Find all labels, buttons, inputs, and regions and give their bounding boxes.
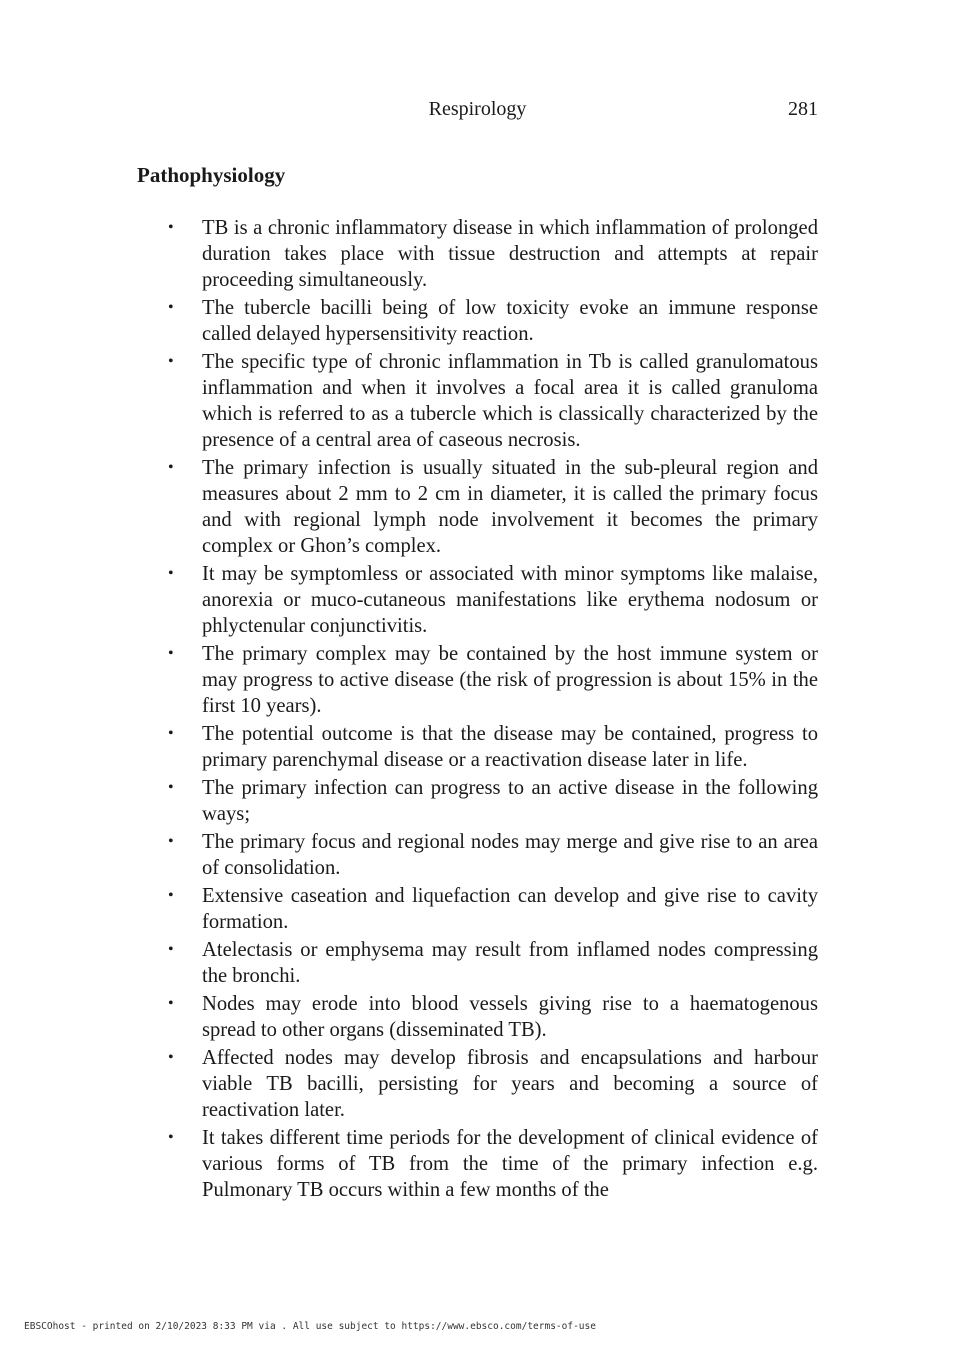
bullet-icon: • [168, 995, 174, 1012]
bullet-text: Extensive caseation and liquefaction can develop and give rise to cavity formation. [202, 885, 818, 933]
bullet-item [167, 1045, 818, 1123]
bullet-icon: • [168, 833, 174, 850]
ebsco-footer-notice: EBSCOhost - printed on 2/10/2023 8:33 PM via . All use subject to https://www.ebsco.com/terms-of-use [24, 1321, 596, 1332]
running-header [0, 96, 955, 122]
bullet-item [167, 721, 818, 773]
section-heading: Pathophysiology [137, 163, 286, 187]
bullet-item [167, 215, 818, 293]
bullet-icon: • [168, 645, 174, 662]
bullet-text: The primary focus and regional nodes may merge and give rise to an area of consolidation. [202, 831, 818, 879]
bullet-icon: • [168, 779, 174, 796]
bullet-item [167, 295, 818, 347]
bullet-list [167, 215, 818, 1205]
bullet-item [167, 991, 818, 1043]
bullet-text: It may be symptomless or associated with minor symptoms like malaise, anorexia or muco-cutaneous manifestations like erythema nodosum or phlyctenular conjunctivitis. [202, 563, 818, 637]
bullet-icon: • [168, 353, 174, 370]
bullet-icon: • [168, 219, 174, 236]
bullet-text: The specific type of chronic inflammation in Tb is called granulomatous inflammation and when it involves a focal area it is called granuloma which is referred to as a tubercle which is classically characterized by the presence of a central area of caseous necrosis. [202, 351, 818, 451]
page-number: 281 [788, 98, 818, 120]
bullet-item [167, 1125, 818, 1203]
bullet-text: It takes different time periods for the development of clinical evidence of various forms of TB from the time of the primary infection e.g. Pulmonary TB occurs within a few months of the [202, 1127, 818, 1201]
bullet-icon: • [168, 459, 174, 476]
bullet-text: Atelectasis or emphysema may result from inflamed nodes compressing the bronchi. [202, 939, 818, 987]
bullet-text: The potential outcome is that the disease may be contained, progress to primary parenchymal disease or a reactivation disease later in life. [202, 723, 818, 771]
bullet-icon: • [168, 725, 174, 742]
bullet-icon: • [168, 299, 174, 316]
bullet-item [167, 883, 818, 935]
bullet-item [167, 561, 818, 639]
bullet-item [167, 349, 818, 453]
bullet-text: The primary complex may be contained by the host immune system or may progress to active disease (the risk of progression is about 15% in the first 10 years). [202, 643, 818, 717]
bullet-icon: • [168, 565, 174, 582]
bullet-icon: • [168, 941, 174, 958]
bullet-item [167, 937, 818, 989]
bullet-icon: • [168, 887, 174, 904]
bullet-icon: • [168, 1129, 174, 1146]
bullet-text: Nodes may erode into blood vessels giving rise to a haematogenous spread to other organs (disseminated TB). [202, 993, 818, 1041]
bullet-text: Affected nodes may develop fibrosis and encapsulations and harbour viable TB bacilli, persisting for years and becoming a source of reactivation later. [202, 1047, 818, 1121]
bullet-icon: • [168, 1049, 174, 1066]
bullet-item [167, 641, 818, 719]
running-title: Respirology [428, 98, 527, 120]
bullet-text: The primary infection is usually situated in the sub-pleural region and measures about 2 mm to 2 cm in diameter, it is called the primary focus and with regional lymph node involvement it becomes the primary complex or Ghon’s complex. [202, 457, 818, 557]
bullet-text: TB is a chronic inflammatory disease in which inflammation of prolonged duration takes place with tissue destruction and attempts at repair proceeding simultaneously. [202, 217, 818, 291]
bullet-item [167, 829, 818, 881]
bullet-item [167, 455, 818, 559]
bullet-text: The tubercle bacilli being of low toxicity evoke an immune response called delayed hypersensitivity reaction. [202, 297, 818, 345]
bullet-item [167, 775, 818, 827]
bullet-text: The primary infection can progress to an active disease in the following ways; [202, 777, 818, 825]
